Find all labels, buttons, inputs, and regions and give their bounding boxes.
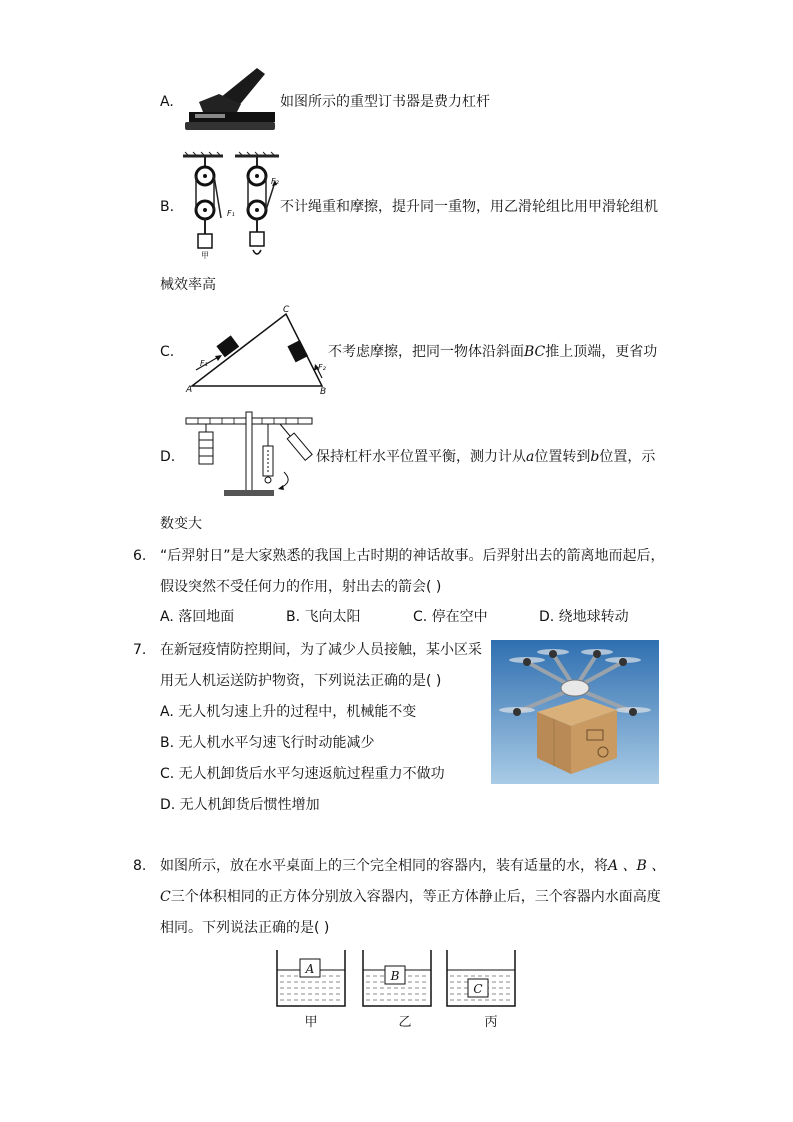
option-d-text-post: 位置，示 [599, 449, 656, 465]
incline-label-b: B [320, 387, 327, 397]
option-b-text: 不计绳重和摩擦，提升同一重物，用乙滑轮组比用甲滑轮组机 [280, 199, 658, 215]
q8-stem-line1 [160, 857, 665, 875]
option-b-letter: B. [160, 199, 175, 215]
q7-option-d: D. 无人机卸货后惯性增加 [160, 797, 320, 813]
q8-stem-line1-text: 如图所示，放在水平桌面上的三个完全相同的容器内，装有适量的水，将 [160, 858, 608, 874]
stapler-image [185, 64, 277, 136]
incline-label-a: A [186, 385, 193, 395]
q6-option-d: D. 绕地球转动 [539, 609, 629, 625]
option-d-letter: D. [160, 449, 176, 465]
q6-option-a: A. 落回地面 [160, 609, 235, 625]
q6-option-b: B. 飞向太阳 [286, 609, 361, 625]
drone-photo [491, 640, 659, 784]
q6-option-c: C. 停在空中 [413, 609, 488, 625]
pulley-label-f1: F₁ [227, 209, 235, 218]
option-d-text-cont: 数变大 [160, 516, 202, 532]
option-d-math-b: b [590, 449, 600, 465]
container-label-bing: 丙 [484, 1015, 498, 1030]
incline-label-c: C [283, 305, 290, 315]
option-c-letter: C. [160, 344, 175, 360]
incline-label-f1: F₁ [200, 359, 208, 368]
cube-a-label: A [305, 962, 315, 976]
q7-stem-line2: 用无人机运送防护物资，下列说法正确的是( ) [160, 673, 442, 689]
option-d-math-a: a [526, 449, 535, 465]
q6-stem-line2: 假设突然不受任何力的作用，射出去的箭会( ) [160, 579, 442, 595]
option-c-text-post: 推上顶端，更省功 [545, 344, 658, 360]
three-containers-figure [275, 946, 520, 1034]
pulley-label-jia: 甲 [201, 251, 209, 260]
q8-stem-line2 [160, 888, 661, 906]
option-c-text [328, 343, 657, 361]
container-bing [447, 950, 515, 1030]
q6-stem-line1: “后羿射日”是大家熟悉的我国上古时期的神话故事。后羿射出去的箭离地而起后， [160, 548, 665, 564]
option-a-text: 如图所示的重型订书器是费力杠杆 [280, 94, 490, 110]
q7-option-a: A. 无人机匀速上升的过程中，机械能不变 [160, 704, 417, 720]
pulley-systems-image [183, 152, 283, 262]
incline-label-f2: F₂ [318, 363, 326, 372]
q8-stem-line2-math: C [160, 889, 171, 905]
container-jia [277, 950, 345, 1030]
option-c-text-pre: 不考虑摩擦，把同一物体沿斜面 [328, 344, 524, 360]
q7-option-c: C. 无人机卸货后水平匀速返航过程重力不做功 [160, 766, 445, 782]
container-label-yi: 乙 [398, 1015, 412, 1030]
cube-c-label: C [473, 982, 483, 996]
q8-stem-line2-text: 三个体积相同的正方体分别放入容器内，等正方体静止后，三个容器内水面高度 [170, 889, 661, 905]
container-label-jia: 甲 [304, 1015, 318, 1030]
option-d-text-pre: 保持杠杆水平位置平衡，测力计从 [316, 449, 526, 465]
option-a-letter: A. [160, 94, 174, 110]
option-c-math: BC [524, 344, 546, 360]
container-yi [363, 950, 431, 1030]
lever-balance-image [184, 412, 316, 500]
incline-image [180, 306, 330, 398]
q7-stem-line1: 在新冠疫情防控期间，为了减少人员接触，某小区采 [160, 642, 482, 658]
q8-stem-line3: 相同。下列说法正确的是( ) [160, 920, 330, 936]
q7-option-b: B. 无人机水平匀速飞行时动能减少 [160, 735, 375, 751]
q8-number: 8. [133, 858, 147, 874]
option-d-text-mid: 位置转到 [534, 449, 591, 465]
option-b-text-cont: 械效率高 [160, 277, 216, 293]
option-d-text [316, 448, 655, 466]
q6-number: 6. [133, 548, 147, 564]
q8-stem-line1-math: A 、B 、 [608, 858, 666, 874]
q7-number: 7. [133, 642, 147, 658]
cube-b-label: B [390, 969, 400, 983]
pulley-label-f2: F₂ [271, 177, 279, 186]
